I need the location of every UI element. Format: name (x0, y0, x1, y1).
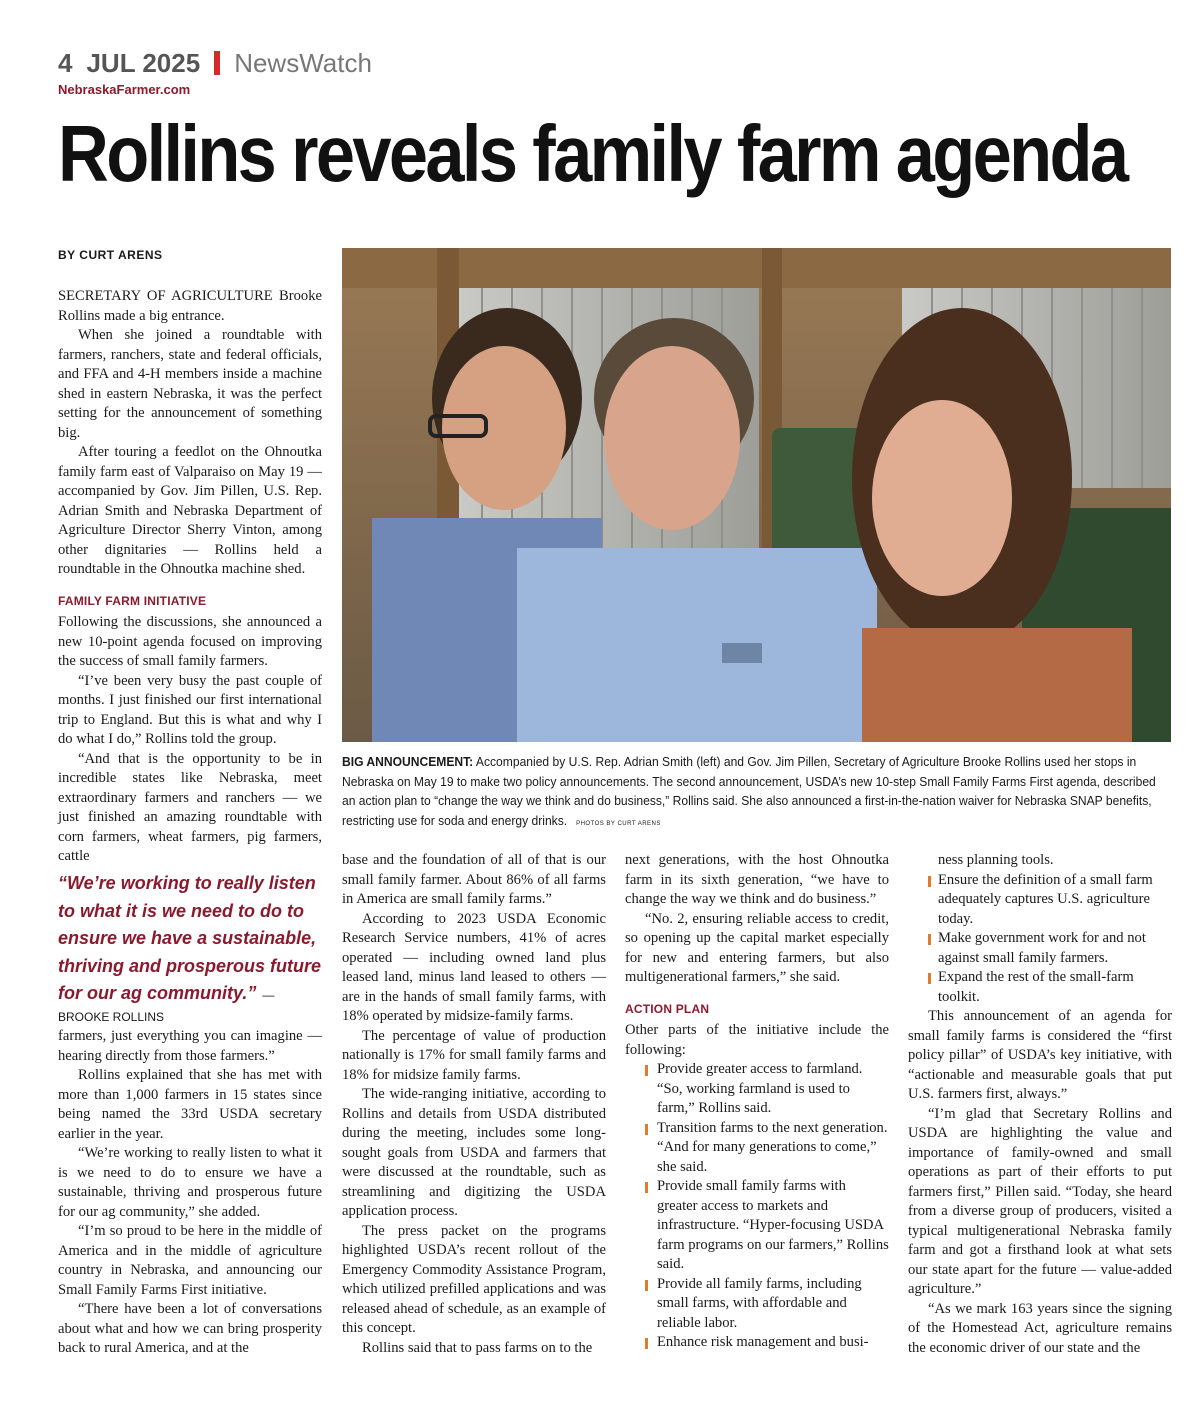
list-item: Transition farms to the next generation. “And for many generations to come,” she said. (625, 1119, 889, 1178)
body-paragraph: next generations, with the host Ohnoutka farm in its sixth generation, “we have to change the way we think and do business.” (625, 852, 889, 907)
body-paragraph: According to 2023 USDA Economic Research Service numbers, 41% of acres operated — including owned land plus leased land, minus land leased to others — are in the hands of small family farms, with 18% operated by midsize-family farms. (342, 910, 606, 1024)
masthead (58, 46, 372, 80)
body-paragraph: The press packet on the programs highlighted USDA’s recent rollout of the Emergency Commodity Assistance Program, which utilized prefilled applications and was released ahead of schedule, as an example of this concept. (342, 1222, 606, 1336)
body-paragraph: base and the foundation of all of that is our small family farmer. About 86% of all farms in America are small family farms.” (342, 852, 606, 907)
body-paragraph: “I’ve been very busy the past couple of months. I just finished our first international trip to England. But this is what and why I do what I do,” Rollins told the group. (58, 672, 322, 747)
list-item: Provide greater access to farmland. “So, working farmland is used to farm,” Rollins said. (625, 1060, 889, 1119)
body-paragraph: When she joined a roundtable with farmers, ranchers, state and federal officials, and FFA and 4-H members inside a machine shed in eastern Nebraska, it was the perfect setting for the announcement of something big. (58, 327, 322, 441)
body-paragraph: Other parts of the initiative include the following: (625, 1022, 889, 1058)
site-url[interactable]: NebraskaFarmer.com (58, 82, 191, 97)
caption-text: Accompanied by U.S. Rep. Adrian Smith (left) and Gov. Jim Pillen, Secretary of Agriculture Brooke Rollins used her stops in Nebraska on May 19 to make two policy announcements. The second announcement, USDA’s new 10-step Small Family Farms First agenda, described an action plan to “change the way we think and do business,” Rollins said. She also announced a first-in-the-nation waiver for Nebraska SNAP benefits, restricting use for soda and energy drinks. (342, 754, 1156, 828)
body-paragraph: “As we mark 163 years since the signing of the Homestead Act, agriculture remains the economic driver of our state and the (908, 1300, 1172, 1356)
list-item-continued: ness planning tools. (938, 852, 1054, 868)
body-paragraph: “No. 2, ensuring reliable access to credit, so opening up the capital market especially for new and entering farmers, but also multigenerational farmers,” she said. (625, 910, 889, 985)
list-item: Ensure the definition of a small farm adequately captures U.S. agriculture today. (908, 871, 1172, 930)
body-paragraph: The percentage of value of production nationally is 17% for small family farms and 18% for midsize family farms. (342, 1027, 606, 1083)
body-paragraph: After touring a feedlot on the Ohnoutka family farm east of Valparaiso on May 19 — accompanied by Gov. Jim Pillen, U.S. Rep. Adrian Smith and Nebraska Department of Agriculture Director Sherry Vinton, among other dignitaries — Rollins held a roundtable in the Ohnoutka machine shed. (58, 444, 322, 577)
list-item: Provide small family farms with greater access to markets and infrastructure. “Hyper-focusing USDA farm programs on our farmers,” Rollins said. (625, 1177, 889, 1275)
body-paragraph: “We’re working to really listen to what it is we need to do to ensure we have a sustainable, thriving and prosperous future for our ag community,” she added. (58, 1145, 322, 1220)
body-paragraph: This announcement of an agenda for small family farms is considered the “first policy pillar” of USDA’s key initiative, with “actionable and measurable goals that put U.S. farmers first, always.” (908, 1008, 1172, 1102)
pull-quote (58, 870, 328, 1026)
caption-lead: BIG ANNOUNCEMENT: (342, 754, 474, 769)
article-column-1-bottom (58, 1027, 322, 1359)
section-name: NewsWatch (234, 47, 372, 78)
photo-credit: PHOTOS BY CURT ARENS (576, 819, 661, 827)
body-paragraph: “There have been a lot of conversations about what and how we can bring prosperity back to rural America, and at the (58, 1301, 322, 1356)
subhead-action-plan: ACTION PLAN (625, 1001, 710, 1016)
photo-caption (342, 752, 1170, 833)
body-paragraph: “And that is the opportunity to be in incredible states like Nebraska, meet extraordinary farmers and ranchers — we just finished an amazing roundtable with corn farmers, wheat farmers, pig farmers, cattle (58, 750, 322, 864)
article-column-2 (342, 851, 606, 1358)
body-paragraph: farmers, just everything you can imagine — hearing directly from those farmers.” (58, 1028, 322, 1064)
body-paragraph: Rollins said that to pass farms on to the (362, 1339, 593, 1356)
page-number: 4 (58, 47, 73, 78)
issue-date: JUL 2025 (86, 47, 201, 78)
body-paragraph: Following the discussions, she announced a new 10-point agenda focused on improving the success of small family farmers. (58, 614, 322, 669)
body-paragraph: Rollins explained that she has met with more than 1,000 farmers in 15 states since being named the 33rd USDA secretary earlier in the year. (58, 1067, 322, 1142)
subhead-family-farm-initiative: FAMILY FARM INITIATIVE (58, 593, 207, 608)
list-item: Expand the rest of the small-farm toolkit. (908, 968, 1172, 1007)
pull-quote-text: “We’re working to really listen to what it is we need to do to ensure we have a sustainable, thriving and prosperous future for our ag community.” (58, 873, 322, 1003)
masthead-divider (214, 51, 220, 75)
list-item: Enhance risk management and busi- (625, 1333, 889, 1353)
photo-illustration (342, 248, 1171, 742)
body-paragraph: “I’m glad that Secretary Rollins and USDA are highlighting the value and importance of family-owned and small operations as part of their efforts to put farmers first,” Pillen said. “Today, she heard from a diverse group of producers, visited a typical multigenerational Nebraska family farm and got a firsthand look at what sets our state apart for the future — value-added agriculture.” (908, 1105, 1172, 1297)
list-item: Make government work for and not against small family farmers. (908, 929, 1172, 968)
byline: BY CURT ARENS (58, 248, 163, 262)
action-plan-list (625, 1060, 889, 1353)
article-column-3 (625, 851, 889, 1353)
pull-quote-attribution: — BROOKE ROLLINS (58, 988, 275, 1024)
body-paragraph: “I’m so proud to be here in the middle of America and in the middle of agriculture country in Nebraska, and announcing our Small Family Farms First initiative. (58, 1223, 322, 1298)
headline: Rollins reveals family farm agenda (58, 109, 1127, 198)
body-paragraph: The wide-ranging initiative, according to Rollins and details from USDA distributed during the meeting, includes some long-sought goals from USDA and farmers that were discussed at the roundtable, such as streamlining and digitizing the USDA application process. (342, 1086, 606, 1219)
article-photo (342, 248, 1171, 742)
list-item: Provide all family farms, including small farms, with affordable and reliable labor. (625, 1275, 889, 1334)
article-column-4 (908, 851, 1172, 1358)
article-column-1-top (58, 287, 322, 867)
action-plan-list-continued (908, 871, 1172, 1008)
body-paragraph: SECRETARY OF AGRICULTURE Brooke Rollins made a big entrance. (58, 288, 322, 324)
